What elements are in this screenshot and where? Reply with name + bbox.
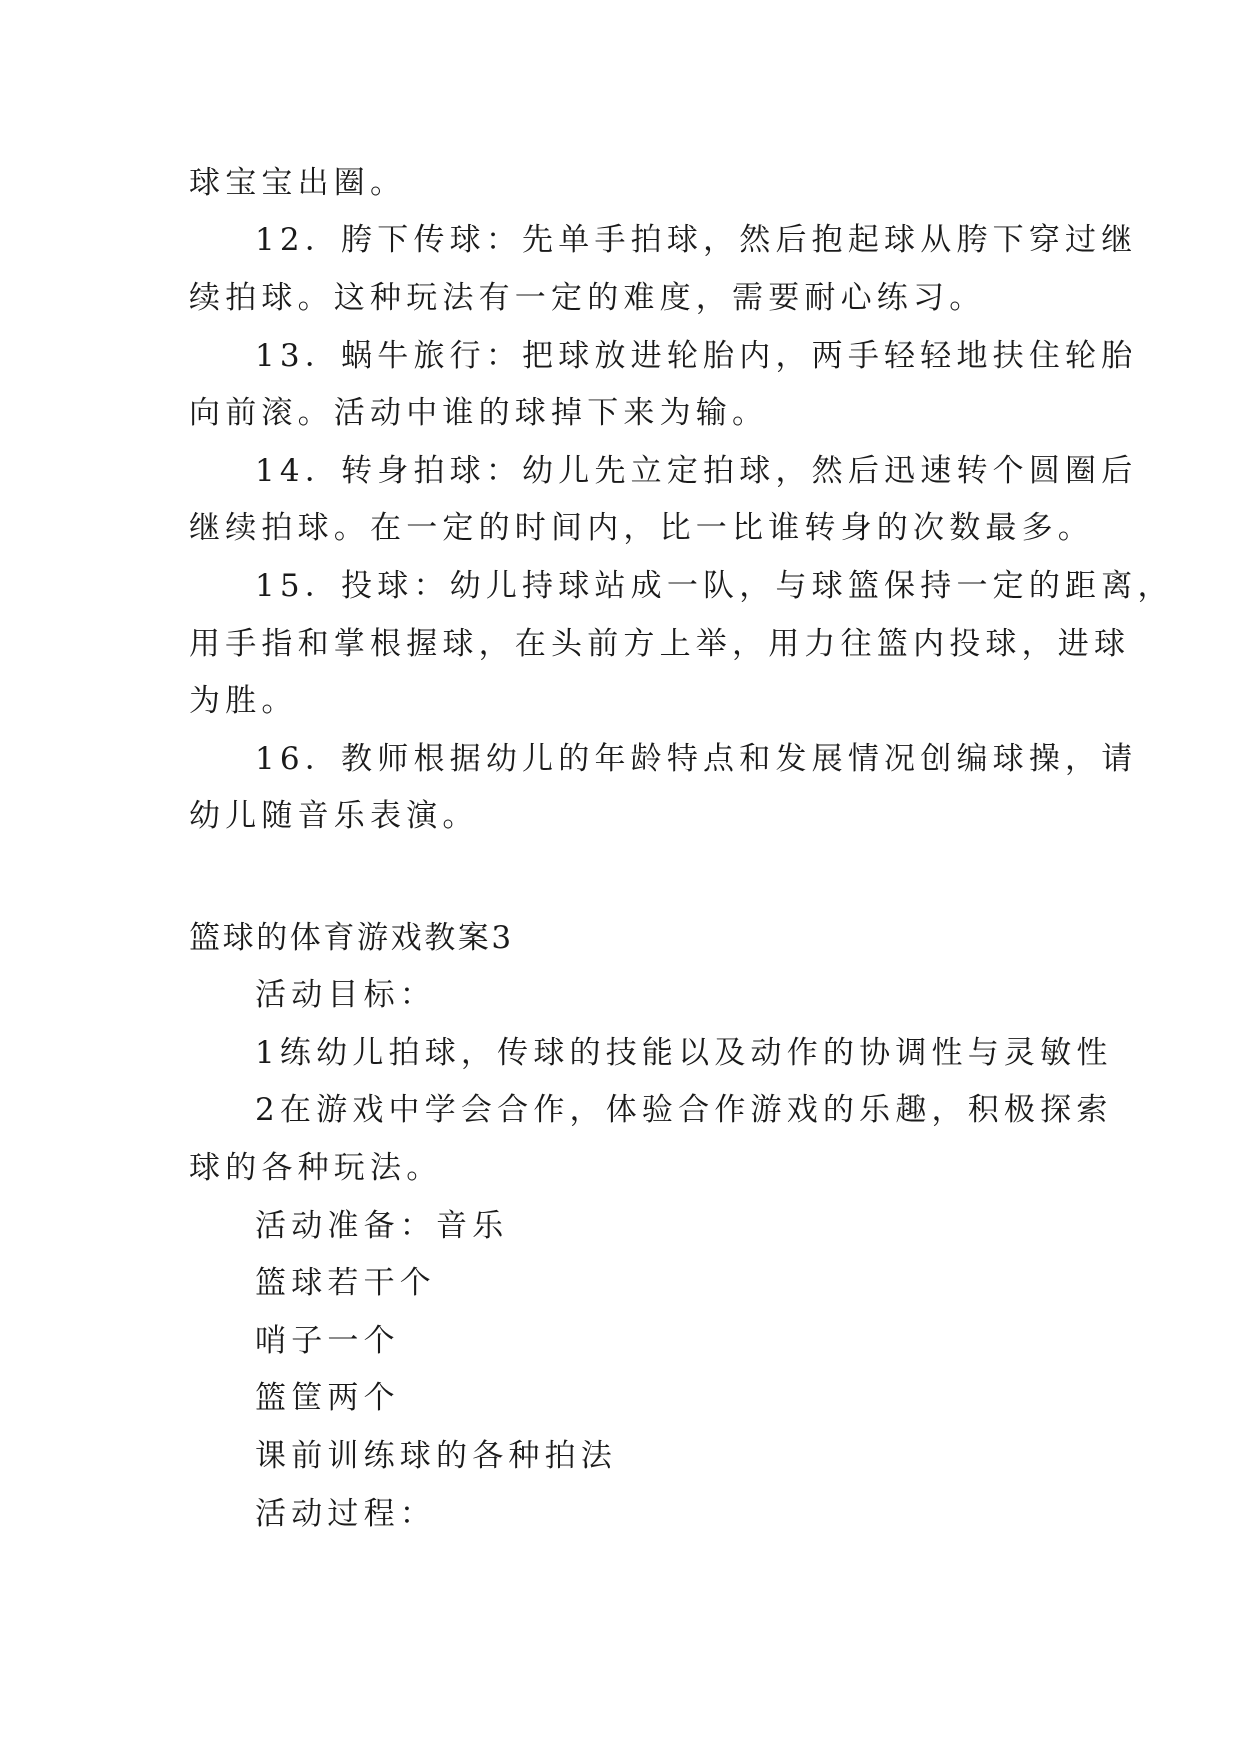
paragraph-line: 14．转身拍球：幼儿先立定拍球，然后迅速转个圆圈后: [255, 453, 1138, 489]
paragraph-line: 13．蜗牛旅行：把球放进轮胎内，两手轻轻地扶住轮胎: [255, 338, 1138, 374]
paragraph-line: 为胜。: [189, 683, 298, 719]
paragraph-line: 12．胯下传球：先单手拍球，然后抱起球从胯下穿过继: [255, 222, 1138, 258]
paragraph-line: 活动准备：音乐: [255, 1208, 509, 1244]
paragraph-line: 幼儿随音乐表演。: [189, 798, 479, 834]
paragraph-line: 继续拍球。在一定的时间内，比一比谁转身的次数最多。: [189, 510, 1094, 546]
paragraph-line: 球的各种玩法。: [189, 1150, 443, 1186]
paragraph-line: 向前滚。活动中谁的球掉下来为输。: [189, 395, 769, 431]
paragraph-line: 课前训练球的各种拍法: [255, 1438, 617, 1474]
paragraph-line: 续拍球。这种玩法有一定的难度，需要耐心练习。: [189, 280, 986, 316]
paragraph-line: 活动过程：: [255, 1496, 436, 1532]
paragraph-line: 活动目标：: [255, 977, 436, 1013]
paragraph-line: 16．教师根据幼儿的年龄特点和发展情况创编球操，请: [255, 741, 1138, 777]
paragraph-line: 哨子一个: [255, 1323, 400, 1359]
paragraph-line: 2在游戏中学会合作，体验合作游戏的乐趣，积极探索: [255, 1092, 1113, 1128]
paragraph-line: 篮筐两个: [255, 1380, 400, 1416]
paragraph-line: 用手指和掌根握球，在头前方上举，用力往篮内投球，进球: [189, 626, 1131, 662]
paragraph-line: 15．投球：幼儿持球站成一队，与球篮保持一定的距离，: [255, 568, 1174, 604]
paragraph-line: 篮球若干个: [255, 1265, 436, 1301]
paragraph-line: 1练幼儿拍球，传球的技能以及动作的协调性与灵敏性: [255, 1035, 1113, 1071]
section-heading: 篮球的体育游戏教案3: [189, 920, 514, 956]
paragraph-line: 球宝宝出圈。: [189, 165, 407, 201]
